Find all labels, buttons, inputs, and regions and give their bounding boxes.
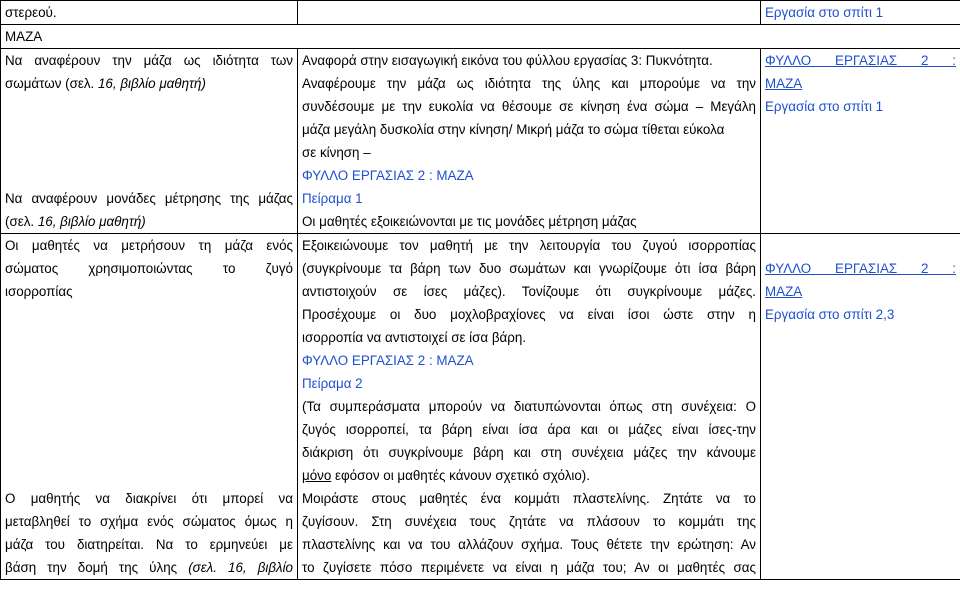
homework-label: Εργασία στο σπίτι 1: [765, 99, 884, 114]
activity-text: ζυγίσουν. Στη συνέχεια τους ζητάτε να πλάσουν το κομμάτι της: [302, 514, 756, 529]
objective-text: σωμάτων (σελ. 16, βιβλίο μαθητή): [5, 76, 206, 91]
lesson-row-1: [1, 49, 960, 234]
activity-text: Εξοικειώνουμε τον μαθητή με την λειτουργία του ζυγού ισορροπίας: [302, 238, 756, 253]
worksheet-link[interactable]: ΦΥΛΛΟ ΕΡΓΑΣΙΑΣ 2 :: [765, 261, 956, 276]
objective-text: Οι μαθητές να μετρήσουν τη μάζα ενός: [5, 238, 293, 253]
worksheet-link[interactable]: ΜΑΖΑ: [765, 76, 803, 91]
activity-text: αντιστοιχούν σε ίσες μάζες). Τονίζουμε ότι συγκρίνουμε μάζες.: [302, 284, 756, 299]
book-reference: (σελ. 16, βιβλίο: [188, 560, 293, 575]
activity-text: σε κίνηση –: [302, 145, 371, 160]
activity-text: Μοιράστε στους μαθητές ένα κομμάτι πλαστελίνης. Ζητάτε να το: [302, 491, 756, 506]
worksheet-link[interactable]: ΦΥΛΛΟ ΕΡΓΑΣΙΑΣ 2 :: [765, 53, 956, 68]
objective-text: Ο μαθητής να διακρίνει ότι μπορεί να: [5, 491, 293, 506]
homework-label: Εργασία στο σπίτι 2,3: [765, 307, 895, 322]
objective-text: (σελ. 16, βιβλίο μαθητή): [5, 214, 146, 229]
activity-text: ισορροπία να αντιστοιχεί σε ίσα βάρη.: [302, 330, 527, 345]
objective-text: ισορροπίας: [5, 284, 73, 299]
activity-text: διάκριση ότι συγκρίνουμε βάρη και στη συνέχεια μάζες την κάνουμε: [302, 445, 756, 460]
resources-cell-1: [761, 49, 960, 234]
top-row: [1, 1, 960, 25]
top-right-cell: [761, 1, 960, 25]
experiment-label: Πείραμα 1: [302, 191, 363, 206]
section-header-row: [1, 25, 960, 49]
objective-text: μάζα του διατηρείται. Να το ερμηνεύει με: [5, 537, 293, 552]
activity-text: Προσέχουμε οι δυο μοχλοβραχίονες να είναι ίσοι ώστε στην η: [302, 307, 756, 322]
objectives-cell-2: [1, 234, 298, 580]
activity-text: Οι μαθητές εξοικειώνονται με τις μονάδες μέτρηση μάζας: [302, 214, 637, 229]
objective-text: σώματος χρησιμοποιώντας το ζυγό: [5, 261, 293, 276]
activity-text: (Τα συμπεράσματα μπορούν να διατυπώνονται όπως στη συνέχεια: Ο: [302, 399, 756, 414]
activity-text: Αναφορά στην εισαγωγική εικόνα του φύλλου εργασίας 3: Πυκνότητα.: [302, 53, 713, 68]
experiment-label: Πείραμα 2: [302, 376, 363, 391]
book-reference: 16, βιβλίο μαθητή): [37, 214, 146, 229]
activity-text: το ζυγίσετε πόσο περιμένετε να είναι η μάζα του; Αν οι μαθητές σας: [302, 560, 756, 575]
worksheet-link[interactable]: ΜΑΖΑ: [765, 284, 803, 299]
activity-text: Αναφέρουμε την μάζα ως ιδιότητα της ύλης και μπορούμε να την: [302, 76, 756, 91]
top-middle-cell: [298, 1, 761, 25]
activities-cell-2: [298, 234, 761, 580]
worksheet-label: ΦΥΛΛΟ ΕΡΓΑΣΙΑΣ 2 : ΜΑΖΑ: [302, 353, 474, 368]
objective-text: Να αναφέρουν μονάδες μέτρησης της μάζας: [5, 191, 293, 206]
activity-text: μάζα μεγάλη δυσκολία στην κίνηση/ Μικρή μάζα το σώμα τίθεται εύκολα: [302, 122, 725, 137]
activity-text: (συγκρίνουμε τα βάρη των δυο σωμάτων και γνωρίζουμε ότι ίσα βάρη: [302, 261, 756, 276]
activities-cell-1: [298, 49, 761, 234]
activity-text: ζυγός ισορροπεί, τα βάρη είναι ίσα άρα και οι μάζες είναι ίσες-την: [302, 422, 756, 437]
resources-cell-2: [761, 234, 960, 580]
worksheet-label: ΦΥΛΛΟ ΕΡΓΑΣΙΑΣ 2 : ΜΑΖΑ: [302, 168, 474, 183]
activity-text: μόνο εφόσον οι μαθητές κάνουν σχετικό σχόλιο).: [302, 468, 590, 483]
objective-text: βάση την δομή της ύλης (σελ. 16, βιβλίο: [5, 560, 293, 575]
lesson-row-2: [1, 234, 960, 580]
emphasis-word: μόνο: [302, 468, 332, 483]
section-header: ΜΑΖΑ: [1, 25, 960, 49]
objective-text: μεταβληθεί το σχήμα ενός σώματος όμως η: [5, 514, 293, 529]
homework-label: Εργασία στο σπίτι 1: [765, 5, 884, 20]
objective-text: Να αναφέρουν την μάζα ως ιδιότητα των: [5, 53, 293, 68]
objectives-cell-1: [1, 49, 298, 234]
activity-text: συνδέσουμε με την ευκολία να θέσουμε σε κίνηση ένα σώμα – Μεγάλη: [302, 99, 756, 114]
activity-text: πλαστελίνης και να του αλλάζουν σχήμα. Τους θέτετε την ερώτηση: Αν: [302, 537, 756, 552]
book-reference: 16, βιβλίο μαθητή): [97, 76, 206, 91]
top-left-cell: στερεού.: [1, 1, 298, 25]
